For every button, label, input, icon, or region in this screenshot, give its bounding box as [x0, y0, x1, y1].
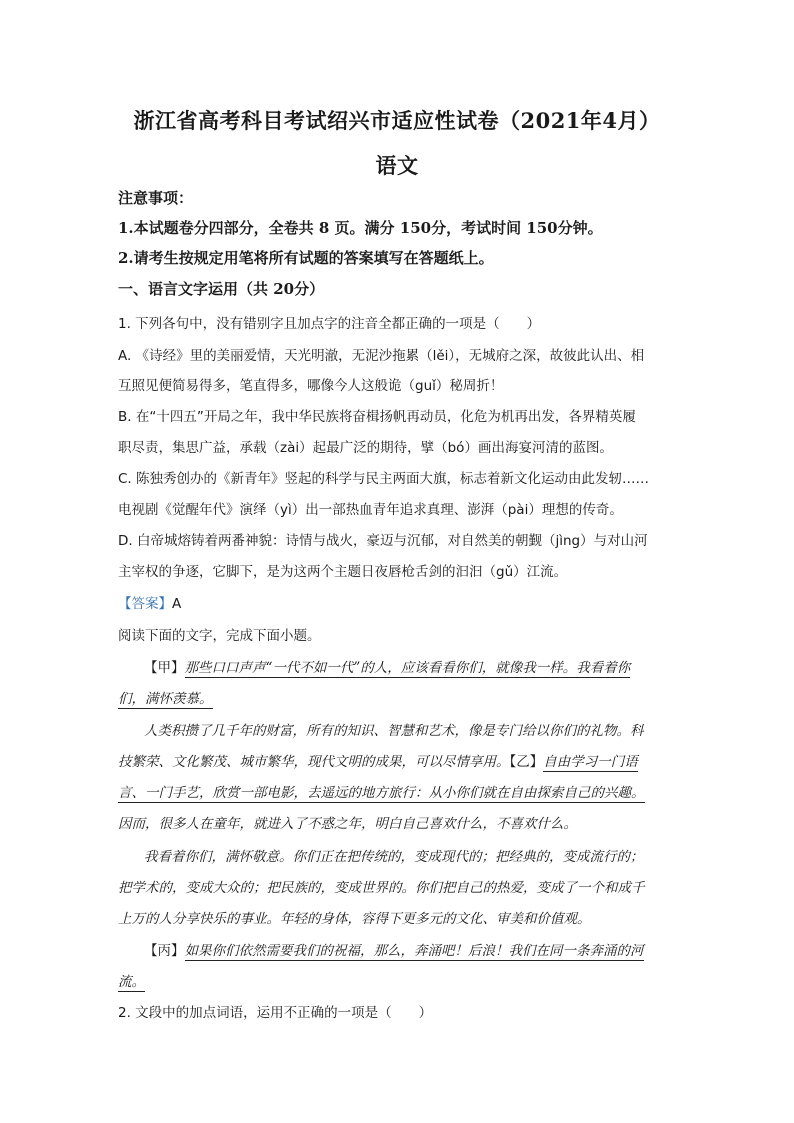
option-c-line-1: C. 陈独秀创办的《新青年》竖起的科学与民主两面大旗，标志着新文化运动由此发轫…… — [118, 471, 650, 487]
exam-title: 浙江省高考科目考试绍兴市适应性试卷（2021年4月） — [133, 108, 661, 133]
label-yi: 【乙】 — [509, 754, 544, 770]
option-d-line-1: D. 白帝城熔铸着两番神貌：诗情与战火，豪迈与沉郁，对自然美的朝觐（jìng）与对山河 — [118, 533, 648, 549]
p2-text: 技繁荣、文化繁茂、城市繁华，现代文明的成果，可以尽情享用。 — [118, 754, 510, 770]
passage-jia-line-1 — [144, 656, 630, 676]
answer-line — [118, 592, 181, 612]
option-b-line-1: B. 在“十四五”开局之年，我中华民族将奋楫扬帆再动员，化危为机再出发，各界精英履 — [118, 409, 636, 425]
jia-text-2: 们，满怀羡慕。 — [118, 691, 213, 707]
answer-value: A — [172, 596, 182, 612]
passage-p3-line-2: 把学术的，变成大众的；把民族的，变成世界的。你们把自己的热爱，变成了一个和成千 — [118, 880, 645, 896]
option-a-line-1: A. 《诗经》里的美丽爱情，天光明澈，无泥沙拖累（lěi），无城府之深，故彼此认出、相 — [118, 348, 645, 364]
label-bing: 【丙】 — [144, 943, 185, 959]
question-1-stem: 1. 下列各句中，没有错别字且加点字的注音全都正确的一项是（ ） — [118, 316, 541, 332]
option-c-line-2: 电视剧《觉醒年代》演绎（yì）出一部热血青年追求真理、澎湃（pài）理想的传奇。 — [118, 502, 623, 518]
passage-bing-line-2 — [118, 970, 145, 990]
note-item-2: 2.请考生按规定用笔将所有试题的答案填写在答题纸上。 — [118, 249, 494, 267]
option-d-line-2: 主宰权的争逐，它脚下，是为这两个主题日夜唇枪舌剑的汩汩（gǔ）江流。 — [118, 564, 568, 580]
passage-p2-line-4: 因而，很多人在童年，就进入了不惑之年，明白自己喜欢什么，不喜欢什么。 — [118, 816, 577, 832]
passage-p3-line-1: 我看着你们，满怀敬意。你们正在把传统的，变成现代的；把经典的，变成流行的； — [144, 849, 644, 865]
passage-bing-line-1 — [144, 939, 644, 959]
subject-title: 语文 — [375, 153, 419, 178]
bing-text-1: 如果你们依然需要我们的祝福，那么，奔涌吧！后浪！我们在同一条奔涌的河 — [184, 943, 644, 959]
note-item-1: 1.本试题卷分四部分，全卷共 8 页。满分 150分，考试时间 150分钟。 — [118, 219, 603, 237]
passage-p2-line-1: 人类积攒了几千年的财富，所有的知识、智慧和艺术，像是专门给以你们的礼物。科 — [144, 723, 644, 739]
yi-text-1: 自由学习一门语 — [543, 754, 638, 770]
passage-p2-line-3 — [118, 781, 645, 801]
jia-text-1: 那些口口声声“一代不如一代”的人，应该看看你们，就像我一样。我看着你 — [184, 660, 631, 676]
option-b-line-2: 职尽责，集思广益，承载（zài）起最广泛的期待，擘（bó）画出海宴河清的蓝图。 — [118, 440, 613, 456]
passage-p3-line-3: 上万的人分享快乐的事业。年轻的身体，容得下更多元的文化、审美和价值观。 — [118, 911, 591, 927]
answer-label: 【答案】 — [118, 596, 172, 612]
section-heading: 一、语言文字运用（共 20分） — [118, 280, 325, 298]
label-jia: 【甲】 — [144, 660, 185, 676]
yi-text-2: 言、一门手艺，欣赏一部电影，去遥远的地方旅行：从小你们就在自由探索自己的兴趣。 — [118, 785, 645, 801]
bing-text-2: 流。 — [118, 974, 145, 990]
notes-heading: 注意事项： — [118, 189, 194, 207]
question-2-stem: 2. 文段中的加点词语，运用不正确的一项是（ ） — [118, 1005, 433, 1021]
passage-p2-line-2 — [118, 750, 638, 770]
option-a-line-2: 互照见便简易得多，笔直得多，哪像今人这般诡（guǐ）秘周折！ — [118, 378, 504, 394]
reading-intro: 阅读下面的文字，完成下面小题。 — [118, 628, 321, 644]
passage-jia-line-2 — [118, 687, 213, 707]
